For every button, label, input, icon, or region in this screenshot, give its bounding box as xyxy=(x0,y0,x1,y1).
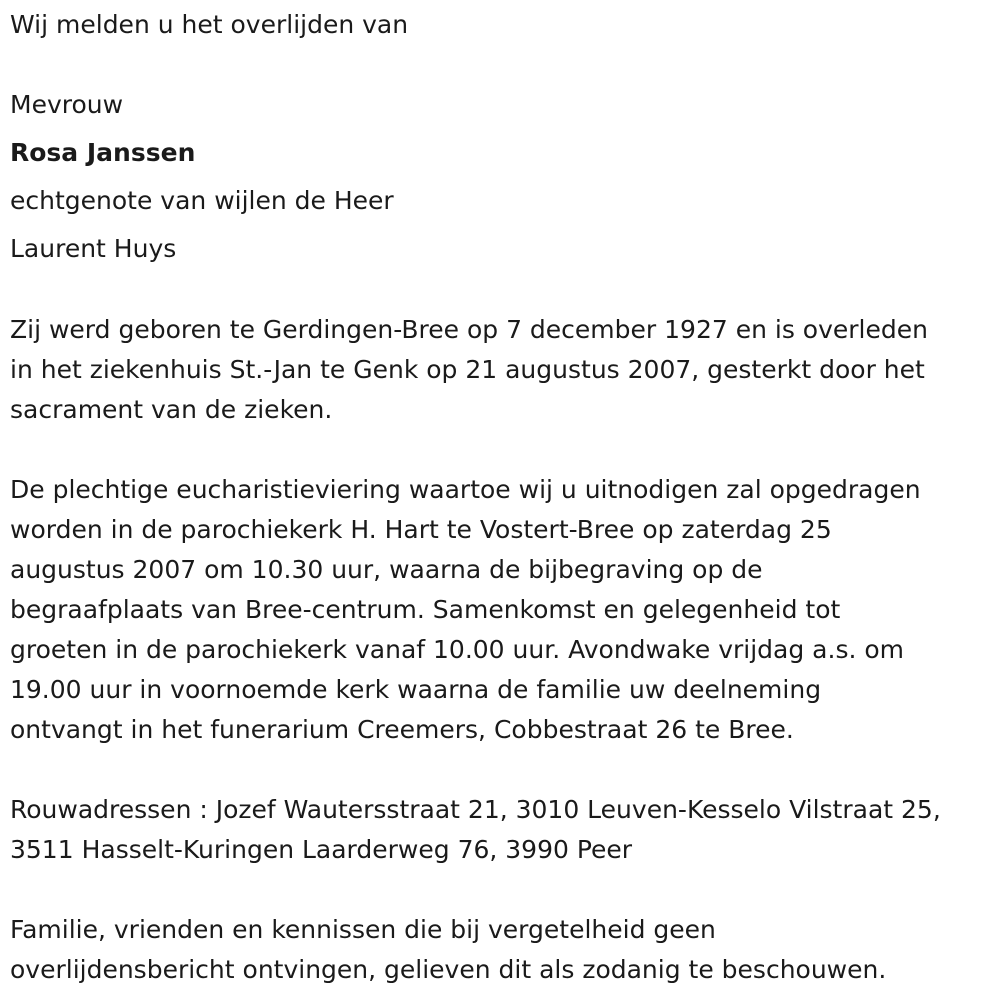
ceremony-paragraph: De plechtige eucharistieviering waartoe wij u uitnodigen zal opgedragen worden in de parochiekerk H. Hart te Vostert-Bree op zaterdag 25 augustus 2007 om 10.30 uur, waarna de bijbegraving op de begraafplaats van Bree-centrum. Samenkomst en gelegenheid tot groeten in de parochiekerk vanaf 10.00 uur. Avondwake vrijdag a.s. om 19.00 uur in voornoemde kerk waarna de familie uw deelneming ontvangt in het funerarium Creemers, Cobbestraat 26 te Bree. xyxy=(10,475,921,744)
closing-paragraph: Familie, vrienden en kennissen die bij vergetelheid geen overlijdensbericht ontvingen, gelieven dit als zodanig te beschouwen. xyxy=(10,915,887,984)
birth-death-paragraph: Zij werd geboren te Gerdingen-Bree op 7 december 1927 en is overleden in het ziekenhuis St.-Jan te Genk op 21 augustus 2007, gesterkt door het sacrament van de zieken. xyxy=(10,315,928,424)
spouse-name: Laurent Huys xyxy=(10,234,177,263)
intro-text: Wij melden u het overlijden van xyxy=(10,10,409,39)
relation-text: echtgenote van wijlen de Heer xyxy=(10,186,394,215)
deceased-name: Rosa Janssen xyxy=(10,138,196,167)
addresses-paragraph: Rouwadressen : Jozef Wautersstraat 21, 3010 Leuven-Kesselo Vilstraat 25, 3511 Hasselt-Kuringen Laarderweg 76, 3990 Peer xyxy=(10,795,941,864)
honorific: Mevrouw xyxy=(10,90,124,119)
